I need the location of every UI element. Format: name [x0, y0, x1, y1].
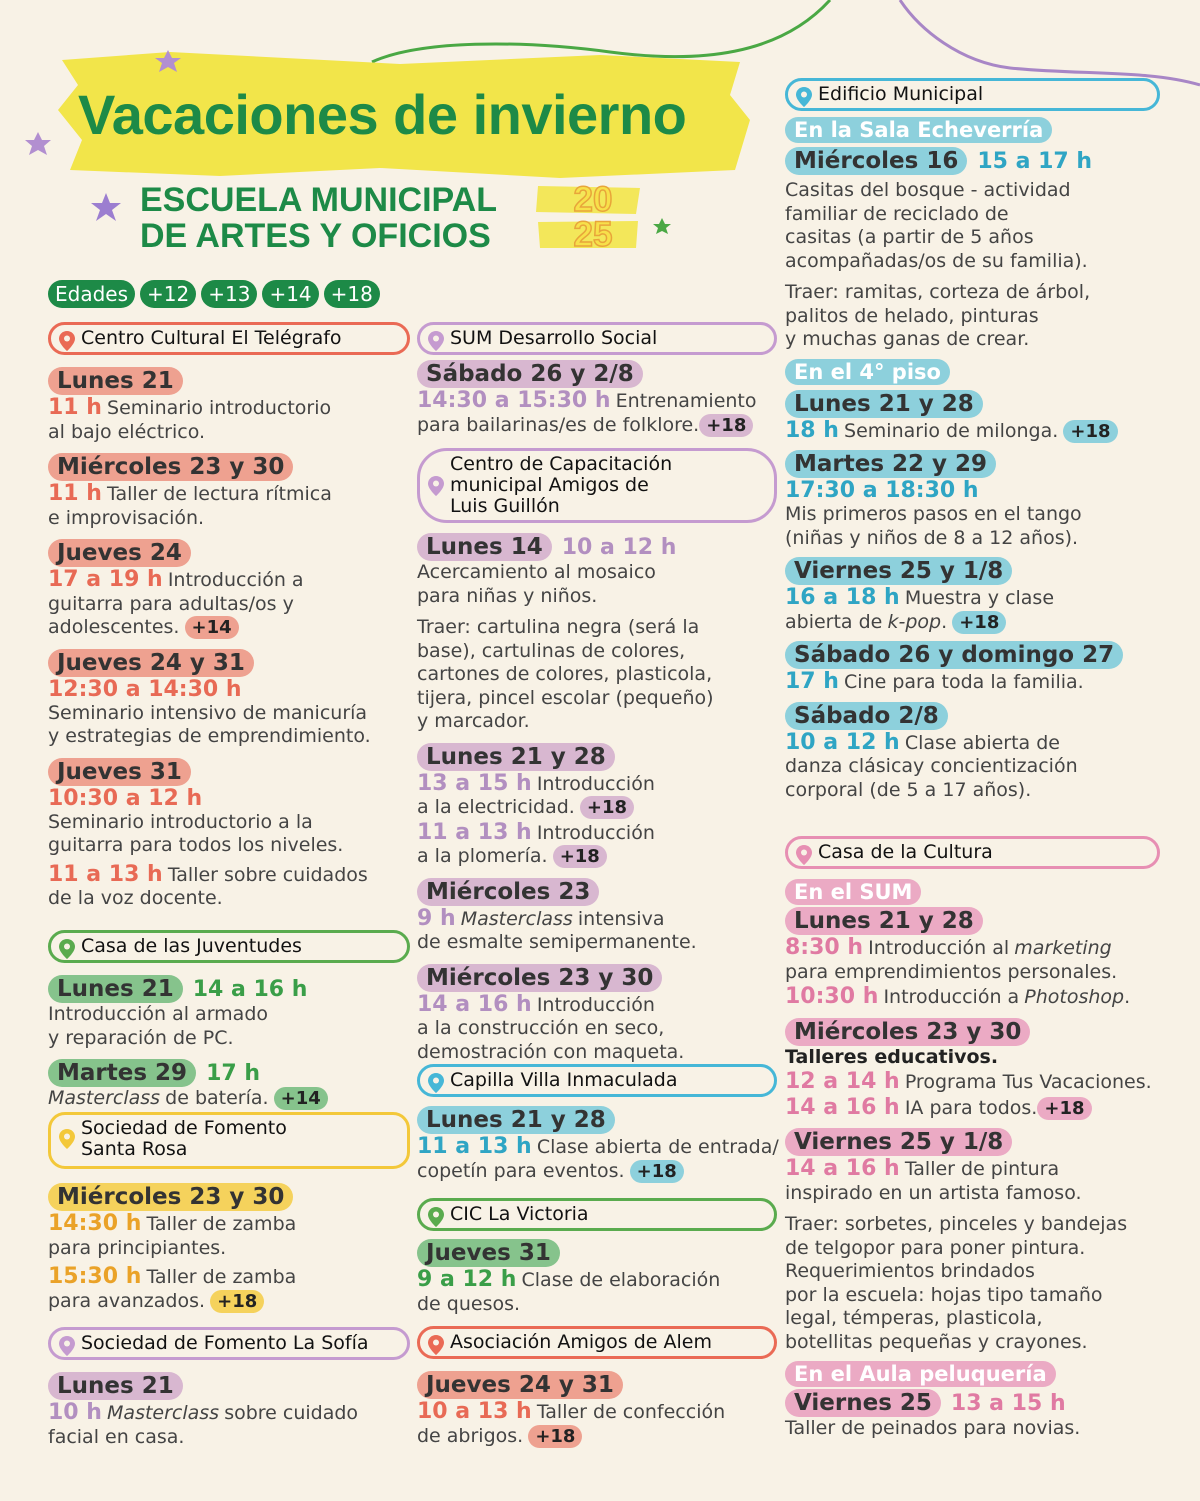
- venue-name: Asociación Amigos de Alem: [450, 1331, 712, 1353]
- event-text: de abrigos.: [417, 1424, 524, 1447]
- event-text: intensiva: [577, 907, 665, 930]
- venue-header: [785, 836, 1160, 869]
- event-text: para emprendimientos personales.: [785, 960, 1118, 983]
- event-day: Jueves 24 y 31: [417, 1371, 623, 1399]
- star-icon: [25, 132, 51, 155]
- event-day: Lunes 21 y 28: [785, 390, 983, 418]
- room-label: En el SUM: [785, 879, 921, 905]
- event-day: Lunes 21 y 28: [785, 907, 983, 935]
- event-text: para avanzados.: [48, 1289, 206, 1312]
- materials-note: por la escuela: hojas tipo tamaño: [785, 1283, 1103, 1306]
- event-time: 15 a 17 h: [977, 149, 1093, 174]
- event-time: 8:30 h: [785, 935, 864, 960]
- event-text: a la construcción en seco,: [417, 1017, 665, 1039]
- venue-alem: [417, 1326, 777, 1448]
- venue-name: Centro de Capacitación: [450, 453, 673, 475]
- event-day: Sábado 2/8: [785, 702, 948, 730]
- venue-name: municipal Amigos de: [450, 474, 649, 496]
- event-time: 14 a 16 h: [785, 1094, 900, 1120]
- event-text: sobre cuidado: [224, 1402, 359, 1424]
- materials-note: Traer: cartulina negra (será la: [417, 616, 700, 638]
- location-pin-icon: [428, 476, 444, 496]
- school-name: [140, 182, 497, 254]
- location-pin-icon: [428, 1335, 444, 1355]
- materials-note: cartones de colores, plasticola,: [417, 663, 713, 685]
- event-text: para niñas y niños.: [417, 584, 598, 607]
- ages-label: Edades: [48, 280, 135, 308]
- event-text: Cine para toda la familia.: [844, 671, 1084, 693]
- event-day: Jueves 31: [417, 1239, 560, 1267]
- event-text: y estrategias de emprendimiento.: [48, 725, 371, 747]
- event-time: 13 a 15 h: [417, 770, 532, 796]
- event-day: Martes 29: [48, 1059, 196, 1087]
- age-tag: +18: [952, 611, 1006, 634]
- venue-name: Centro Cultural El Telégrafo: [81, 327, 342, 349]
- event-day: Viernes 25 y 1/8: [785, 557, 1012, 585]
- event-day: Lunes 21: [48, 1372, 183, 1400]
- event-text: Seminario introductorio a la: [48, 810, 313, 833]
- event-text: (niñas y niños de 8 a 12 años).: [785, 526, 1079, 549]
- event-time: 10 a 12 h: [561, 535, 677, 560]
- event-day: Lunes 21: [48, 975, 183, 1003]
- age-tag: +18: [1063, 420, 1117, 443]
- event-text: Mis primeros pasos en el tango: [785, 503, 1082, 525]
- purple-swirl-line: [900, 0, 1200, 85]
- event-text: .: [941, 610, 948, 633]
- venue-capilla: [417, 1064, 777, 1183]
- event-day: Sábado 26 y domingo 27: [785, 641, 1123, 669]
- venue-header: [417, 1064, 777, 1097]
- age-tag: +18: [1037, 1097, 1091, 1120]
- event-text: facial en casa.: [48, 1425, 185, 1448]
- event-text: Introducción: [536, 821, 655, 844]
- event-text: marketing: [1014, 937, 1112, 959]
- event-text: Talleres educativos.: [785, 1045, 999, 1068]
- event-day: Martes 22 y 29: [785, 450, 996, 478]
- event-time: 11 h: [48, 395, 102, 420]
- event-day: Jueves 31: [48, 758, 191, 786]
- venue-name: SUM Desarrollo Social: [450, 327, 658, 349]
- venue-header: [417, 322, 777, 355]
- event-time: 11 h: [48, 481, 102, 506]
- age-badge: +13: [201, 280, 257, 308]
- event-time: 16 a 18 h: [785, 585, 900, 610]
- event-text: Masterclass: [460, 907, 573, 930]
- event-day: Miércoles 16: [785, 147, 967, 175]
- venue-name: Casa de la Cultura: [818, 841, 993, 863]
- event-text: Introducción a: [167, 569, 304, 591]
- event-time: 13 a 15 h: [950, 1391, 1066, 1416]
- event-text: Seminario introductorio: [107, 397, 332, 419]
- event-text: guitarra para adultas/os y: [48, 592, 294, 615]
- star-icon: [91, 193, 121, 221]
- venue-header: [48, 322, 410, 355]
- venue-name: Edificio Municipal: [818, 83, 984, 105]
- event-text: Taller de zamba: [146, 1213, 297, 1235]
- event-text: Introducción a: [883, 986, 1020, 1008]
- event-text: abierta de: [785, 610, 883, 633]
- event-time: 18 h: [785, 417, 839, 443]
- event-text: .: [1124, 986, 1131, 1008]
- event-day: Viernes 25 y 1/8: [785, 1128, 1012, 1156]
- event-text: a la plomería.: [417, 845, 548, 867]
- venue-name: CIC La Victoria: [450, 1203, 589, 1225]
- event-time: 14:30 a 15:30 h: [417, 388, 611, 413]
- green-swirl-line: [372, 0, 830, 62]
- event-time: 14:30 h: [48, 1211, 142, 1236]
- location-pin-icon: [59, 939, 75, 959]
- event-text: al bajo eléctrico.: [48, 420, 206, 443]
- event-day: Lunes 21 y 28: [417, 743, 615, 771]
- venue-name: Casa de las Juventudes: [81, 935, 302, 957]
- event-text: danza clásicay concientización: [785, 755, 1078, 777]
- event-text: y reparación de PC.: [48, 1026, 234, 1049]
- venue-name: Luis Guillón: [450, 495, 560, 517]
- event-time: 9 a 12 h: [417, 1267, 517, 1292]
- venue-header: [48, 1112, 410, 1169]
- school-name-line2: DE ARTES Y OFICIOS: [140, 217, 491, 255]
- event-text: para principiantes.: [48, 1236, 227, 1259]
- venue-name: Santa Rosa: [81, 1138, 188, 1160]
- materials-note: Requerimientos brindados: [785, 1260, 1035, 1282]
- event-time: 10 a 13 h: [417, 1399, 532, 1424]
- location-pin-icon: [59, 1336, 75, 1356]
- venue-name: Capilla Villa Inmaculada: [450, 1069, 678, 1091]
- venue-telegrafo: [48, 322, 410, 911]
- venue-header: [48, 930, 410, 963]
- venue-header: [417, 1198, 777, 1231]
- event-text: Taller de zamba: [146, 1266, 297, 1288]
- event-text: Taller de lectura rítmica: [107, 483, 332, 505]
- materials-note: de telgopor para poner pintura.: [785, 1236, 1086, 1259]
- event-text: Clase abierta de: [904, 731, 1060, 754]
- venue-la-sofia: [48, 1327, 410, 1449]
- age-badge: +18: [324, 280, 380, 308]
- event-text: a la electricidad.: [417, 796, 575, 818]
- event-text: de quesos.: [417, 1292, 521, 1315]
- event-text: Clase de elaboración: [521, 1269, 721, 1291]
- materials-note: y muchas ganas de crear.: [785, 328, 1030, 350]
- materials-note: base), cartulinas de colores,: [417, 639, 686, 662]
- event-time: 15:30 h: [48, 1264, 142, 1289]
- materials-note: palitos de helado, pinturas: [785, 304, 1039, 327]
- event-time: 14 a 16 h: [785, 1156, 900, 1181]
- event-day: Miércoles 23 y 30: [417, 964, 662, 992]
- age-tag: +18: [528, 1425, 582, 1448]
- event-day: Miércoles 23 y 30: [48, 1183, 293, 1211]
- location-pin-icon: [59, 1129, 75, 1149]
- event-text: demostración con maqueta.: [417, 1040, 685, 1063]
- year: [553, 182, 633, 252]
- venue-cic: [417, 1198, 777, 1316]
- event-text: de la voz docente.: [48, 887, 223, 909]
- event-time: 12:30 a 14:30 h: [48, 676, 242, 702]
- event-text: Seminario intensivo de manicuría: [48, 701, 368, 724]
- event-time: 11 a 13 h: [48, 861, 163, 887]
- event-time: 10 h: [48, 1400, 102, 1425]
- age-tag: +18: [553, 845, 607, 868]
- event-text: Entrenamiento: [615, 390, 757, 412]
- event-text: Seminario de milonga.: [844, 419, 1059, 442]
- event-day: Miércoles 23 y 30: [785, 1018, 1030, 1046]
- venue-santa-rosa: [48, 1112, 410, 1313]
- event-day: Miércoles 23: [417, 878, 599, 906]
- age-tag: +18: [580, 796, 634, 819]
- event-text: Photoshop: [1024, 986, 1125, 1008]
- event-text: Masterclass: [48, 1087, 161, 1109]
- event-text: e improvisación.: [48, 506, 205, 529]
- venue-juventudes: [48, 930, 410, 1111]
- event-day: Lunes 21: [48, 367, 183, 395]
- materials-note: botellitas pequeñas y crayones.: [785, 1330, 1088, 1353]
- location-pin-icon: [796, 87, 812, 107]
- event-text: k-pop: [887, 610, 942, 633]
- event-day: Jueves 24 y 31: [48, 649, 254, 677]
- venue-header: [417, 448, 777, 523]
- event-text: Clase abierta de entrada/: [536, 1136, 779, 1158]
- room-label: En el Aula peluquería: [785, 1361, 1056, 1387]
- event-time: 10:30 a 12 h: [48, 785, 203, 811]
- ages-row: [48, 280, 380, 308]
- event-text: Masterclass: [107, 1402, 220, 1424]
- school-name-line1: ESCUELA MUNICIPAL: [140, 181, 497, 219]
- materials-note: Traer: ramitas, corteza de árbol,: [785, 281, 1091, 303]
- event-time: 11 a 13 h: [417, 819, 532, 845]
- event-text: de batería.: [165, 1087, 269, 1109]
- venue-name: Sociedad de Fomento: [81, 1117, 287, 1139]
- event-text: Introducción al armado: [48, 1003, 269, 1025]
- event-time: 11 a 13 h: [417, 1134, 532, 1159]
- event-text: Taller de peinados para novias.: [785, 1417, 1081, 1439]
- age-badge: +12: [140, 280, 196, 308]
- event-text: Casitas del bosque - actividad: [785, 179, 1071, 201]
- venue-name: Sociedad de Fomento La Sofía: [81, 1332, 369, 1354]
- event-time: 17:30 a 18:30 h: [785, 478, 979, 503]
- room-label: En el 4° piso: [785, 359, 950, 385]
- year-bottom: 25: [573, 215, 613, 254]
- event-day: Lunes 14: [417, 533, 552, 561]
- event-time: 17 a 19 h: [48, 567, 163, 592]
- event-time: 12 a 14 h: [785, 1069, 900, 1094]
- event-time: 17 h: [785, 669, 839, 694]
- event-text: Programa Tus Vacaciones.: [904, 1071, 1152, 1093]
- materials-note: y marcador.: [417, 710, 530, 732]
- event-text: para bailarinas/es de folklore.: [417, 413, 700, 436]
- venue-header: [48, 1327, 410, 1360]
- event-text: de esmalte semipermanente.: [417, 931, 697, 953]
- event-text: Taller de confección: [536, 1401, 726, 1423]
- location-pin-icon: [428, 1073, 444, 1093]
- venue-header: [417, 1326, 777, 1359]
- event-time: 9 h: [417, 905, 456, 931]
- event-text: Acercamiento al mosaico: [417, 561, 656, 583]
- age-tag: +14: [185, 616, 239, 639]
- star-icon: [653, 218, 671, 234]
- event-text: adolescentes.: [48, 616, 180, 638]
- room-label: En la Sala Echeverría: [785, 117, 1052, 143]
- location-pin-icon: [428, 1207, 444, 1227]
- age-tag: +18: [210, 1290, 264, 1313]
- event-day: Miércoles 23 y 30: [48, 453, 293, 481]
- event-time: 14 a 16 h: [417, 991, 532, 1017]
- event-text: casitas (a partir de 5 años: [785, 226, 1034, 248]
- venue-header: [785, 78, 1160, 111]
- venue-sum-desarrollo: [417, 322, 777, 437]
- event-text: acompañadas/os de su familia).: [785, 249, 1088, 272]
- age-tag: +18: [630, 1160, 684, 1183]
- event-text: inspirado en un artista famoso.: [785, 1181, 1082, 1204]
- age-tag: +14: [274, 1087, 328, 1110]
- location-pin-icon: [796, 845, 812, 865]
- venue-casa-cultura: [785, 836, 1160, 1441]
- materials-note: Traer: sorbetes, pinceles y bandejas: [785, 1213, 1128, 1235]
- venue-guillon: [417, 448, 777, 1064]
- event-text: guitarra para todos los niveles.: [48, 834, 344, 856]
- event-time: 10:30 h: [785, 984, 879, 1009]
- event-text: Taller de pintura: [904, 1158, 1060, 1180]
- event-text: Introducción: [536, 772, 655, 795]
- event-text: Taller sobre cuidados: [167, 863, 368, 886]
- materials-note: legal, témperas, plasticola,: [785, 1307, 1043, 1329]
- event-text: corporal (de 5 a 17 años).: [785, 778, 1032, 801]
- event-day: Sábado 26 y 2/8: [417, 360, 643, 388]
- event-day: Viernes 25: [785, 1389, 941, 1417]
- event-day: Jueves 24: [48, 539, 191, 567]
- event-time: 17 h: [206, 1061, 260, 1086]
- event-text: IA para todos.: [904, 1096, 1038, 1119]
- event-time: 14 a 16 h: [192, 977, 308, 1002]
- event-text: Introducción al: [868, 937, 1010, 959]
- location-pin-icon: [59, 331, 75, 351]
- venue-edificio-municipal: [785, 78, 1160, 802]
- event-text: Muestra y clase: [904, 587, 1055, 609]
- event-time: 10 a 12 h: [785, 729, 900, 755]
- age-tag: +18: [699, 414, 753, 437]
- location-pin-icon: [428, 331, 444, 351]
- materials-note: tijera, pincel escolar (pequeño): [417, 686, 714, 709]
- age-badge: +14: [262, 280, 318, 308]
- event-text: Introducción: [536, 993, 655, 1016]
- event-day: Lunes 21 y 28: [417, 1106, 615, 1134]
- event-text: familiar de reciclado de: [785, 202, 1009, 225]
- year-top: 20: [573, 180, 613, 219]
- event-text: copetín para eventos.: [417, 1159, 625, 1182]
- page-title: Vacaciones de invierno: [78, 83, 687, 146]
